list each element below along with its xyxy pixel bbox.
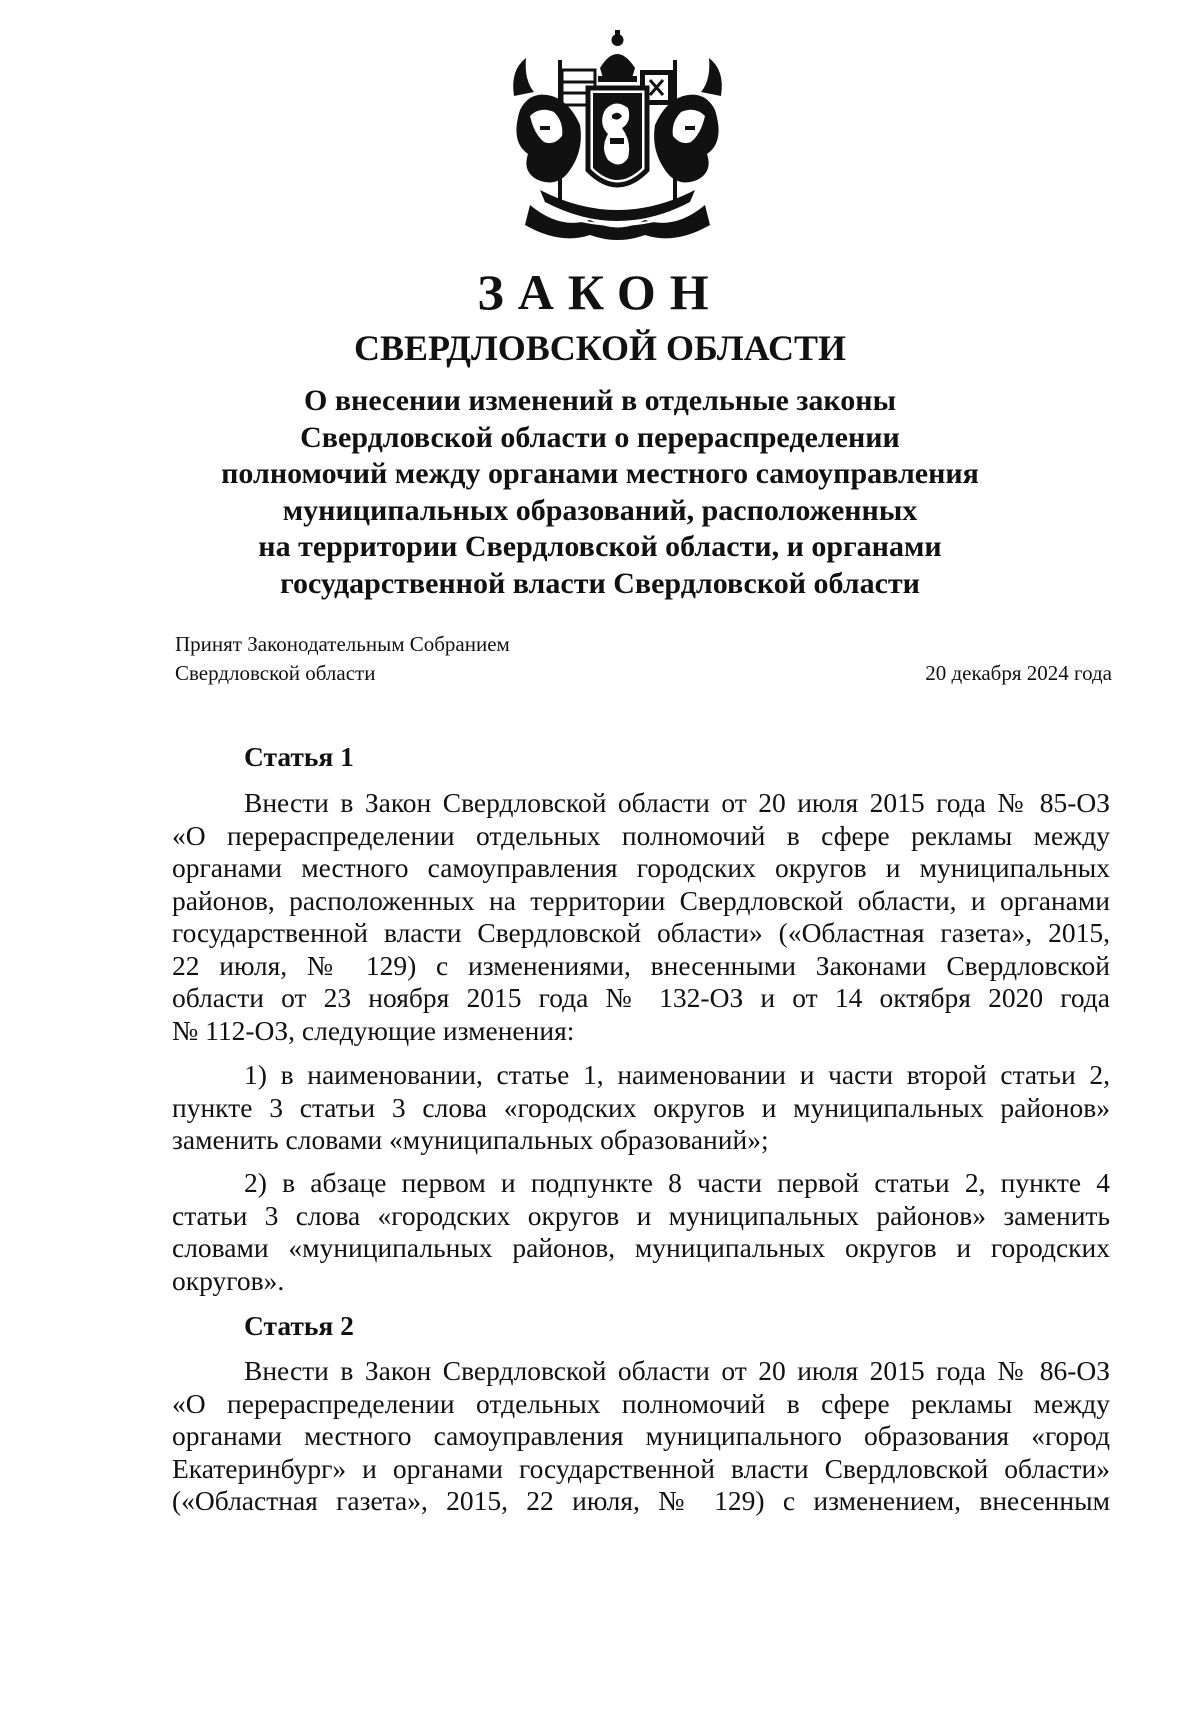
document-title: ЗАКОН xyxy=(477,264,723,320)
text-line: районов, расположенных на территории Свердловской области, и органами xyxy=(172,884,1110,916)
article-1-intro xyxy=(172,787,1110,1047)
adoption-statement xyxy=(175,630,510,688)
text-line: пункте 3 статьи 3 слова «городских округов и муниципальных районов» xyxy=(172,1091,1110,1123)
text-line: № 112-ОЗ, следующие изменения: xyxy=(172,1014,575,1046)
article-2-heading: Статья 2 xyxy=(244,1310,354,1341)
text-line: («Областная газета», 2015, 22 июля, № 129) с изменением, внесенным xyxy=(172,1485,1110,1516)
text-line: государственной власти Свердловской области» («Областная газета», 2015, xyxy=(172,917,1110,948)
text-line: «О перераспределении отдельных полномочий в сфере рекламы между xyxy=(172,1387,1110,1419)
subject-line: муниципальных образований, расположенных xyxy=(282,493,918,527)
coat-of-arms-icon xyxy=(500,30,735,245)
text-line: области от 23 ноября 2015 года № 132-ОЗ и от 14 октября 2020 года xyxy=(172,982,1110,1013)
text-line: «О перераспределении отдельных полномочий в сфере рекламы между xyxy=(172,819,1110,851)
subject-line: государственной власти Свердловской области xyxy=(280,566,920,600)
text-line: словами «муниципальных районов, муниципальных округов и городских xyxy=(172,1232,1110,1263)
text-line: округов». xyxy=(172,1264,285,1296)
text-line: статьи 3 слова «городских округов и муниципальных районов» заменить xyxy=(172,1199,1110,1231)
document-region: СВЕРДЛОВСКОЙ ОБЛАСТИ xyxy=(354,328,846,368)
subject-line: на территории Свердловской области, и органами xyxy=(258,530,942,563)
article-1-heading: Статья 1 xyxy=(244,741,354,772)
text-line: 22 июля, № 129) с изменениями, внесенными Законами Свердловской xyxy=(172,949,1110,981)
text-line: органами местного самоуправления городских округов и муниципальных xyxy=(172,852,1110,883)
article-1-item-1 xyxy=(172,1059,1110,1157)
text-line: 1) в наименовании, статье 1, наименовании и части второй статьи 2, xyxy=(244,1059,1110,1090)
text-line: Внести в Закон Свердловской области от 20 июля 2015 года № 86-ОЗ xyxy=(244,1355,1110,1386)
text-line: органами местного самоуправления муниципального образования «город xyxy=(172,1420,1110,1451)
subject-line: О внесении изменений в отдельные законы xyxy=(304,384,896,417)
article-2-intro xyxy=(172,1355,1110,1518)
adoption-line: Принят Законодательным Собранием xyxy=(175,632,510,656)
text-line: Внести в Закон Свердловской области от 20 июля 2015 года № 85-ОЗ xyxy=(244,787,1110,818)
article-1-item-2 xyxy=(172,1167,1110,1297)
text-line: заменить словами «муниципальных образований»; xyxy=(172,1124,769,1155)
text-line: Екатеринбург» и органами государственной власти Свердловской области» xyxy=(172,1452,1110,1484)
subject-line: Свердловской области о перераспределении xyxy=(300,420,900,454)
adoption-date: 20 декабря 2024 года xyxy=(925,661,1112,685)
adoption-line: Свердловской области xyxy=(175,661,376,685)
subject-line: полномочий между органами местного самоуправления xyxy=(221,457,979,490)
text-line: 2) в абзаце первом и подпункте 8 части первой статьи 2, пункте 4 xyxy=(244,1167,1110,1198)
law-subject xyxy=(180,383,1020,602)
